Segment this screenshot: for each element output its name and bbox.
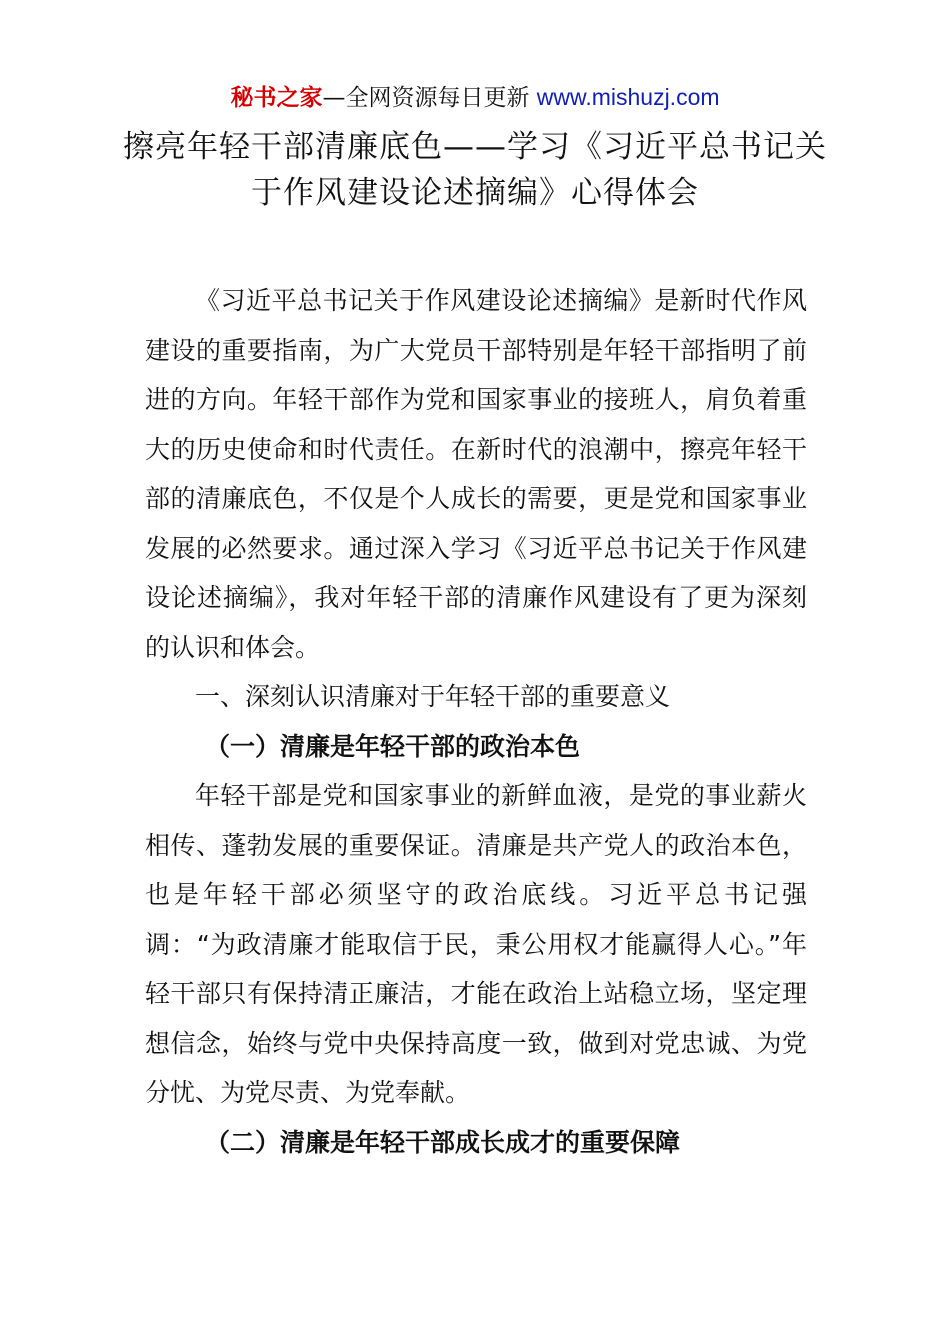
- subsection-1-heading: （一）清廉是年轻干部的政治本色: [205, 731, 581, 761]
- subsection-1-paragraph: 年轻干部是党和国家事业的新鲜血液，是党的事业薪火相传、蓬勃发展的重要保证。清廉是共产党人的政治本色，也是年轻干部必须坚守的政治底线。习近平总书记强调：“为政清廉才能取信于民，秉公用权才能赢得人心。”年轻干部只有保持清正廉洁，才能在政治上站稳立场，坚定理想信念，始终与党中央保持高度一致，做到对党忠诚、为党分忧、为党尽责、为党奉献。: [145, 781, 807, 1107]
- site-url-link[interactable]: www.mishuzj.com: [536, 84, 720, 110]
- section-1-heading: 一、深刻认识清廉对于年轻干部的重要意义: [195, 682, 671, 711]
- site-brand: 秘书之家: [230, 85, 323, 111]
- document-body: [145, 276, 807, 1167]
- subsection-2-heading: （二）清廉是年轻干部成长成才的重要保障: [205, 1127, 681, 1157]
- site-tagline: —全网资源每日更新: [322, 85, 530, 111]
- intro-paragraph: 《习近平总书记关于作风建设论述摘编》是新时代作风建设的重要指南，为广大党员干部特别是年轻干部指明了前进的方向。年轻干部作为党和国家事业的接班人，肩负着重大的历史使命和时代责任。在新时代的浪潮中，擦亮年轻干部的清廉底色，不仅是个人成长的需要，更是党和国家事业发展的必然要求。通过深入学习《习近平总书记关于作风建设论述摘编》，我对年轻干部的清廉作风建设有了更为深刻的认识和体会。: [145, 286, 807, 662]
- site-header: [0, 80, 950, 115]
- document-title: 擦亮年轻干部清廉底色——学习《习近平总书记关于作风建设论述摘编》心得体会: [123, 129, 827, 211]
